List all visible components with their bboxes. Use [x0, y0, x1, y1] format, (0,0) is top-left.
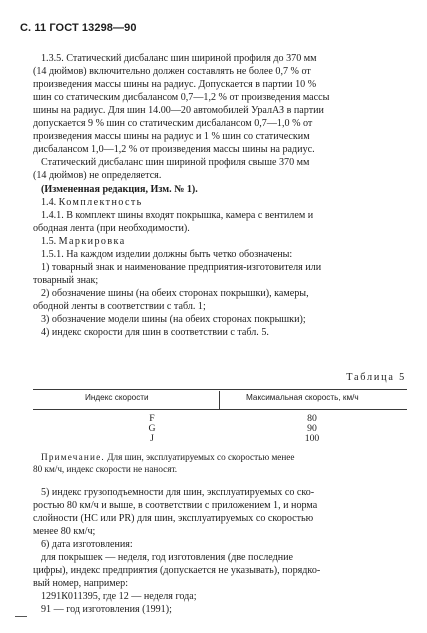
paragraph-line: дисбалансом 1,0—1,2 % от произведения массы шины на радиус.	[33, 144, 315, 155]
continuation-line: 5) индекс грузоподъемности для шин, эксплуатируемых со ско-	[41, 487, 315, 498]
table-cell-index: F	[149, 413, 155, 424]
paragraph-line: ободной ленты в соответствии с табл. 1;	[33, 301, 206, 312]
table-header-max-speed: Максимальная скорость, км/ч	[246, 393, 359, 402]
section-number: 1.5.	[41, 236, 59, 247]
continuation-line: 6) дата изготовления:	[41, 539, 133, 550]
paragraph-line: 1.4.1. В комплект шины входят покрышка, камера с вентилем и	[41, 210, 314, 221]
continuation-line: цифры), индекс предприятия (допускается не указывать), порядко-	[33, 565, 321, 576]
paragraph-line: произведения массы шины на радиус. Допускается в партии 10 %	[33, 79, 317, 90]
continuation-line: слойности (НС или PR) для шин, эксплуатируемых со скоростью	[33, 513, 314, 524]
continuation-line: ростью 80 км/ч и выше, в соответствии с приложением 1, и норма	[33, 500, 318, 511]
continuation-line: для покрышек — неделя, год изготовления (две последние	[41, 552, 294, 563]
paragraph-line: товарный знак;	[33, 275, 99, 286]
table-cell-index: G	[148, 423, 156, 434]
paragraph-line: шины на радиус. Для шин 14.00—20 автомобилей УралАЗ в партии	[33, 105, 324, 116]
section-title: Комплектность	[58, 197, 143, 208]
paragraph-line: (14 дюймов) включительно должен составлять не более 0,7 % от	[33, 66, 311, 77]
table-note	[41, 451, 411, 463]
page-header: С. 11 ГОСТ 13298—90	[20, 22, 137, 34]
section-number: 1.4.	[41, 197, 59, 208]
paragraph-line: 1.5.1. На каждом изделии должны быть четко обозначены:	[41, 249, 293, 260]
continuation-line: менее 80 км/ч;	[33, 526, 96, 537]
section-title: Маркировка	[58, 236, 126, 247]
paragraph-line: допускается 9 % шин со статическим дисбалансом 0,7—1,0 % от	[33, 118, 313, 129]
paragraph-line: (14 дюймов) не определяется.	[33, 170, 162, 181]
page-edge-mark	[15, 616, 27, 617]
table-cell-speed: 80	[307, 413, 317, 424]
paragraph-line: 1.3.5. Статический дисбаланс шин шириной профиля до 370 мм	[41, 53, 317, 64]
note-text: Для шин, эксплуатируемых со скоростью менее	[104, 452, 295, 462]
continuation-line: 91 — год изготовления (1991);	[41, 604, 172, 615]
paragraph-line: 1) товарный знак и наименование предприятия-изготовителя или	[41, 262, 322, 273]
continuation-line: 1291К011395, где 12 — неделя года;	[41, 591, 197, 602]
paragraph-line: шин со статическим дисбалансом 0,7—1,2 % от произведения массы	[33, 92, 330, 103]
table-header-rule	[33, 409, 407, 410]
table-title: Таблица 5	[346, 372, 406, 383]
table-note-continuation: 80 км/ч, индекс скорости не наносят.	[33, 464, 178, 474]
section-heading	[41, 235, 415, 248]
table-cell-speed: 100	[304, 433, 320, 444]
table-header-speed-index: Индекс скорости	[85, 393, 149, 402]
table-cell-speed: 90	[307, 423, 317, 434]
paragraph-line: Статический дисбаланс шин шириной профиля свыше 370 мм	[41, 157, 310, 168]
table-cell-index: J	[150, 433, 154, 444]
paragraph-line: произведения массы шины на радиус и 1 % шин со статическим	[33, 131, 310, 142]
table-column-divider	[219, 391, 220, 409]
edition-note: (Измененная редакция, Изм. № 1).	[41, 184, 198, 195]
paragraph-line: 3) обозначение модели шины (на обеих сторонах покрышки);	[41, 314, 306, 325]
continuation-line: вый номер, например:	[33, 578, 129, 589]
paragraph-line: ободная лента (при необходимости).	[33, 223, 190, 234]
table-top-rule	[33, 389, 407, 390]
section-heading	[41, 196, 415, 209]
paragraph-line: 2) обозначение шины (на обеих сторонах покрышки), камеры,	[41, 288, 309, 299]
paragraph-line: 4) индекс скорости для шин в соответствии с табл. 5.	[41, 327, 269, 338]
note-label: Примечание.	[41, 452, 105, 462]
